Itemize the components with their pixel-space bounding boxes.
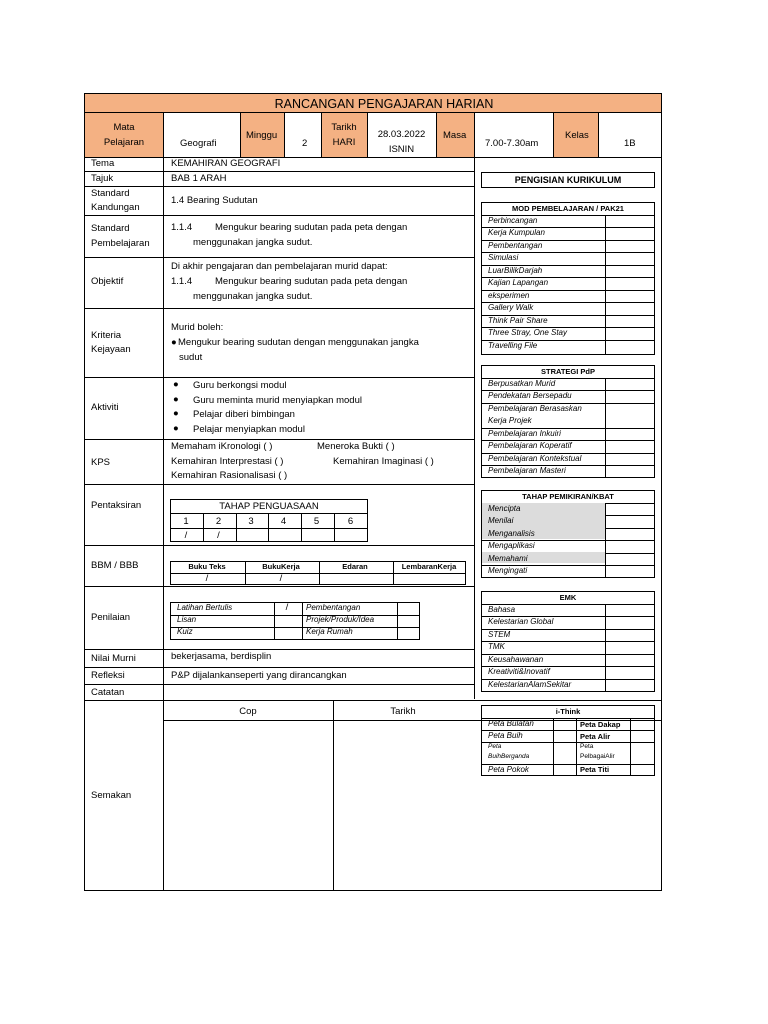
bbm-mark: /	[205, 573, 209, 584]
catatan-label: Catatan	[91, 687, 125, 698]
ithink-item: PelbagaiAlir	[580, 753, 615, 760]
info-cell-tarikh	[321, 113, 367, 157]
minggu-value: 2	[302, 138, 308, 149]
kelas-label: Kelas	[565, 130, 589, 141]
cop-label: Cop	[239, 706, 257, 717]
nilai-murni-label: Nilai Murni	[91, 653, 136, 664]
mod-item: Three Stray, One Stay	[488, 328, 567, 337]
pengisian-kurikulum-title: PENGISIAN KURIKULUM	[514, 175, 622, 185]
ithink-item: Peta Buih	[488, 731, 523, 740]
tahap-level: 5	[313, 516, 320, 527]
strategi-item: Pembelajaran Kontekstual	[488, 454, 582, 463]
ithink-title: i-Think	[555, 707, 581, 716]
kps-line: Kemahiran Rasionalisasi ( )	[171, 470, 288, 481]
kbat-item: Menilai	[488, 516, 514, 525]
mata-pelajaran-label-2: Pelajaran	[103, 137, 145, 148]
masa-label: Masa	[443, 130, 467, 141]
nilai-murni-value: bekerjasama, berdisplin	[171, 651, 272, 662]
emk-item: Kreativiti&Inovatif	[488, 667, 550, 676]
aktiviti-item: Guru meminta murid menyiapkan modul	[193, 395, 362, 406]
aktiviti-item: Guru berkongsi modul	[193, 380, 287, 391]
strategi-item: Kerja Projek	[488, 416, 532, 425]
objektif-number: 1.1.4	[171, 276, 193, 287]
tarikh-value: 28.03.2022	[377, 129, 426, 140]
standard-pembelajaran-value: Mengukur bearing sudutan pada peta dengan	[215, 222, 408, 233]
semakan-label: Semakan	[91, 790, 132, 801]
kps-line: Meneroka Bukti ( )	[317, 441, 395, 452]
aktiviti-bullet: ●	[173, 379, 179, 390]
tarikh-label: Tarikh	[331, 122, 357, 133]
emk-item: KelestarianAlamSekitar	[488, 680, 572, 689]
aktiviti-bullet: ●	[173, 423, 179, 434]
bbm-label: BBM / BBB	[91, 560, 139, 571]
ithink-item: Peta Titi	[580, 765, 610, 774]
mod-pembelajaran-title: MOD PEMBELAJARAN / PAK21	[512, 204, 624, 213]
ithink-item: Peta Bulatan	[488, 719, 534, 728]
kbat-item: Memahami	[488, 554, 528, 563]
refleksi-label: Refleksi	[91, 670, 125, 681]
standard-pembelajaran-value-2: menggunakan jangka sudut.	[193, 237, 313, 248]
objektif-intro: Di akhir pengajaran dan pembelajaran murid dapat:	[171, 261, 388, 272]
aktiviti-label: Aktiviti	[91, 402, 119, 413]
penilaian-mark: /	[285, 602, 289, 613]
aktiviti-item: Pelajar diberi bimbingan	[193, 409, 295, 420]
emk-title: EMK	[559, 593, 577, 602]
penilaian-item: Lisan	[177, 615, 197, 624]
mod-item: eksperimen	[488, 291, 530, 300]
tahap-mark: /	[184, 530, 188, 541]
strategi-item: Pembelajaran Inkuiri	[488, 429, 561, 438]
kps-line: Kemahiran Imaginasi ( )	[333, 456, 434, 467]
tahap-level: 1	[183, 516, 189, 527]
ithink-item: Peta Alir	[580, 732, 611, 741]
strategi-title: STRATEGI PdP	[540, 367, 596, 376]
emk-item: Bahasa	[488, 605, 516, 614]
emk-item: Kelestarian Global	[488, 617, 554, 626]
kbat-title: TAHAP PEMIKIRAN/KBAT	[522, 492, 614, 501]
tema-label: Tema	[91, 158, 115, 169]
standard-pembelajaran-label: Standard	[91, 223, 130, 234]
kbat-item: Mengaplikasi	[488, 541, 535, 550]
kbat-item: Mencipta	[488, 504, 521, 513]
aktiviti-item: Pelajar menyiapkan modul	[193, 424, 305, 435]
strategi-item: Berpusatkan Murid	[488, 379, 556, 388]
penilaian-label: Penilaian	[91, 612, 131, 623]
mod-item: Travelling File	[488, 341, 538, 350]
standard-kandungan-label: Standard	[91, 188, 130, 199]
mod-item: Gallery Walk	[488, 303, 534, 312]
emk-item: TMK	[488, 642, 505, 651]
ithink-item: Peta Dakap	[580, 720, 621, 729]
kriteria-value: Mengukur bearing sudutan dengan menggunakan jangka	[178, 337, 419, 348]
pentaksiran-label: Pentaksiran	[91, 500, 142, 511]
tahap-level: 2	[215, 516, 222, 527]
tarikh-hari-label: HARI	[332, 137, 356, 148]
ithink-item: Peta Pokok	[488, 765, 529, 774]
objektif-value-2: menggunakan jangka sudut.	[193, 291, 313, 302]
mod-item: Kajian Lapangan	[488, 278, 549, 287]
mata-pelajaran-label: Mata	[113, 122, 135, 133]
strategi-item: Pembelajaran Koperatif	[488, 441, 572, 450]
strategi-item: Pembelajaran Masteri	[488, 466, 566, 475]
mod-item: Kerja Kumpulan	[488, 228, 545, 237]
kriteria-intro: Murid boleh:	[171, 322, 224, 333]
tarikh-header-label: Tarikh	[390, 706, 416, 717]
bbm-header: LembaranKerja	[401, 562, 457, 571]
standard-kandungan-value: 1.4 Bearing Sudutan	[171, 195, 258, 206]
hari-value: ISNIN	[388, 144, 415, 155]
bbm-header: Buku Teks	[188, 562, 226, 571]
penilaian-item: Projek/Produk/Idea	[306, 615, 375, 624]
tahap-level: 4	[280, 516, 287, 527]
ithink-item: Peta	[580, 743, 594, 750]
standard-pembelajaran-number: 1.1.4	[171, 222, 193, 233]
page-title: RANCANGAN PENGAJARAN HARIAN	[274, 97, 494, 111]
mod-item: Perbincangan	[488, 216, 538, 225]
kps-line: Kemahiran Interprestasi ( )	[171, 456, 284, 467]
emk-item: STEM	[488, 630, 511, 639]
mod-item: LuarBilikDarjah	[488, 266, 543, 275]
tahap-level: 6	[347, 516, 354, 527]
tajuk-label: Tajuk	[91, 173, 114, 184]
objektif-label: Objektif	[91, 276, 124, 287]
kelas-value: 1B	[624, 138, 636, 149]
standard-pembelajaran-label-2: Pembelajaran	[91, 238, 150, 249]
penilaian-item: Pembentangan	[306, 603, 361, 612]
ithink-item: Peta	[488, 743, 502, 750]
tajuk-value: BAB 1 ARAH	[171, 173, 227, 184]
kps-line: Memaham iKronologi ( )	[171, 441, 273, 452]
bbm-mark: /	[279, 573, 283, 584]
mata-pelajaran-value: Geografi	[180, 138, 217, 149]
penilaian-item: Latihan Bertulis	[177, 603, 233, 612]
bbm-header: Edaran	[342, 562, 368, 571]
ithink-item: BuihBerganda	[488, 753, 530, 760]
bbm-header: BukuKerja	[262, 562, 300, 571]
objektif-value: Mengukur bearing sudutan pada peta dengan	[215, 276, 408, 287]
tahap-level: 3	[248, 516, 254, 527]
masa-value: 7.00-7.30am	[485, 138, 539, 149]
mod-item: Simulasi	[488, 253, 519, 262]
aktiviti-bullet: ●	[173, 394, 179, 405]
info-cell-mata	[85, 113, 163, 157]
tahap-mark: /	[217, 530, 220, 541]
refleksi-value: P&P dijalankanseperti yang dirancangkan	[171, 670, 347, 681]
penilaian-item: Kuiz	[177, 627, 193, 636]
standard-kandungan-label-2: Kandungan	[91, 202, 140, 213]
minggu-label: Minggu	[246, 130, 278, 141]
kbat-item: Menganalisis	[488, 529, 535, 538]
emk-item: Keusahawanan	[488, 655, 544, 664]
aktiviti-bullet: ●	[173, 408, 179, 419]
tahap-title: TAHAP PENGUASAAN	[219, 501, 319, 512]
strategi-item: Pendekatan Bersepadu	[488, 391, 572, 400]
kps-label: KPS	[91, 457, 111, 468]
kriteria-bullet: ●	[171, 337, 177, 348]
mod-item: Think Pair Share	[488, 316, 548, 325]
kriteria-label-2: Kejayaan	[91, 344, 131, 355]
kriteria-value-2: sudut	[179, 352, 203, 363]
penilaian-item: Kerja Rumah	[306, 627, 353, 636]
kriteria-label: Kriteria	[91, 330, 122, 341]
tema-value: KEMAHIRAN GEOGRAFI	[171, 158, 281, 169]
kbat-item: Mengingati	[488, 566, 528, 575]
mod-item: Pembentangan	[488, 241, 543, 250]
strategi-item: Pembelajaran Berasaskan	[488, 404, 582, 413]
